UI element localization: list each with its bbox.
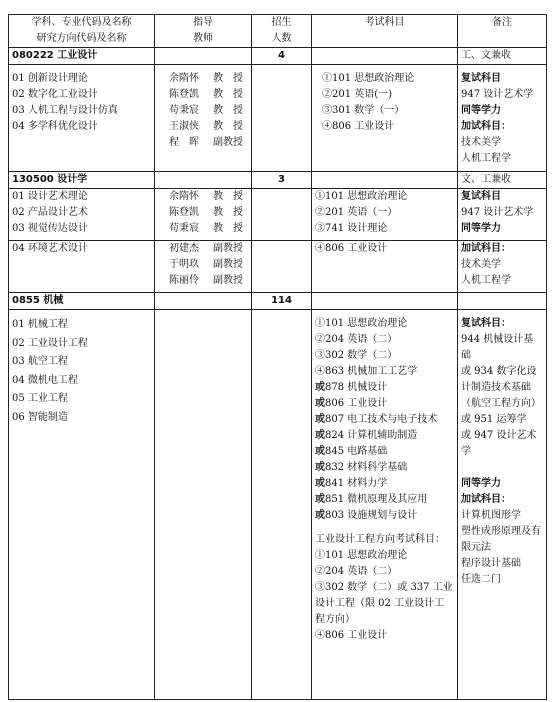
directions-cell: [9, 189, 155, 241]
detail-row: [9, 241, 547, 293]
remark-item: 技术美学: [461, 137, 501, 148]
remarks-cell: [458, 189, 547, 241]
header-discipline: [9, 15, 155, 48]
remark-item: 任选二门: [461, 574, 501, 585]
count-cell-empty: [252, 65, 312, 172]
header-advisor-line1: 指导: [193, 17, 213, 28]
remark-item: 同等学力: [461, 223, 501, 234]
teachers-cell-empty: [155, 310, 252, 700]
subject-advisor-empty: [155, 172, 252, 189]
teacher-entry: [169, 205, 248, 221]
exam-item: ③741 设计理论: [315, 223, 388, 234]
remarks-cell: [458, 65, 547, 172]
teacher-title: 教 授: [213, 89, 243, 100]
exam-item: [315, 428, 454, 444]
or-marker: 或: [315, 462, 325, 473]
exam-item: [315, 348, 454, 364]
or-marker: 或: [315, 382, 325, 393]
detail-row: [9, 65, 547, 172]
exam-item: ④806 工业设计: [322, 121, 395, 132]
teacher-title: 教 授: [213, 105, 243, 116]
header-discipline-line2: 研究方向代码及名称: [36, 33, 127, 44]
teacher-entry: [169, 241, 248, 257]
direction-item: 02 产品设计艺术: [12, 207, 88, 218]
direction-item: 04 微机电工程: [12, 374, 78, 386]
direction-item: 04 环境艺术设计: [12, 243, 88, 254]
teacher-title: 副教授: [213, 137, 243, 148]
exam-text: 803 设施规划与设计: [325, 510, 418, 521]
subject-row-mechanical: [9, 293, 547, 310]
remark-item: 或 951 运筹学: [461, 414, 527, 425]
teacher-title: 副教授: [213, 243, 243, 254]
remark-item: 塑性成形原理及有限元法: [461, 526, 541, 553]
teacher-entry: [169, 221, 248, 237]
teacher-name: 陈丽伶: [169, 275, 199, 286]
exam-text: ①101 思想政治理论: [315, 318, 408, 329]
exam-text: 807 电工技术与电子技术: [325, 414, 438, 425]
header-discipline-line1: 学科、专业代码及名称: [31, 17, 132, 28]
teacher-entry: [169, 273, 248, 289]
exam-item: ③301 数学（一）: [322, 105, 405, 116]
remarks-cell: [458, 310, 547, 700]
exams-cell: [312, 310, 458, 700]
exam-text: ②204 英语（二）: [315, 334, 398, 345]
subject-code: 130500 设计学: [9, 172, 155, 189]
count-cell-empty: [252, 189, 312, 241]
remark-item: 加试科目：: [461, 121, 511, 132]
remark-item: 加试科目：: [461, 243, 511, 254]
teacher-title: 教 授: [213, 121, 243, 132]
direction-item: 03 人机工程与设计仿真: [12, 105, 118, 116]
direction-item: 01 创新设计理论: [12, 73, 88, 84]
header-enrollment-line1: 招生: [271, 17, 292, 28]
exam-item: ④806 工业设计: [315, 243, 388, 254]
teacher-name: 于明玖: [169, 259, 199, 270]
exam-text: 832 材料科学基础: [325, 462, 408, 473]
teacher-entry: [169, 71, 248, 87]
direction-item: 02 数字化工业设计: [12, 89, 98, 100]
exam-item: [315, 476, 454, 492]
exams-cell: [312, 189, 458, 241]
remark-item: 计算机图形学: [461, 510, 521, 521]
direction-item: 02 工业设计工程: [12, 337, 88, 349]
exam-item: [315, 316, 454, 332]
exam-text: 806 工业设计: [325, 398, 388, 409]
teacher-entry: [169, 119, 248, 135]
exam-item: [315, 492, 454, 508]
directions-cell: [9, 310, 155, 700]
subject-row-design: [9, 172, 547, 189]
subject-exam-empty: [312, 48, 458, 65]
exam-item: ①101 思想政治理论: [322, 73, 415, 84]
exam-item: ④806 工业设计: [315, 630, 388, 641]
exam-text: 824 计算机辅助制造: [325, 430, 418, 441]
remark-item: 复试科目: [461, 73, 501, 84]
exams-cell: [312, 65, 458, 172]
teacher-title: 教 授: [213, 207, 243, 218]
teacher-entry: [169, 257, 248, 273]
direction-item: 06 智能制造: [12, 411, 68, 423]
remark-item: 复试科目：: [461, 318, 511, 329]
teacher-name: 苟秉宸: [169, 223, 199, 234]
spacer: [461, 460, 543, 476]
teacher-title: 教 授: [213, 191, 243, 202]
subject-advisor-empty: [155, 48, 252, 65]
direction-item: 04 多学科优化设计: [12, 121, 98, 132]
remark-item: 947 设计艺术学: [461, 207, 534, 218]
exam-text: ④863 机械加工工艺学: [315, 366, 418, 377]
exam-text: ③302 数学（二）: [315, 350, 398, 361]
count-cell-empty: [252, 310, 312, 700]
exam-item: [315, 508, 454, 524]
direction-item: 03 航空工程: [12, 356, 68, 367]
teacher-name: 王淑侠: [169, 121, 199, 132]
exam-text: 841 材料力学: [325, 478, 388, 489]
remark-item: 同等学力: [461, 478, 501, 489]
remarks-cell: [458, 241, 547, 293]
exam-item: ②201 英语(一): [322, 89, 393, 100]
or-marker: 或: [315, 510, 325, 521]
exam-text: 845 电路基础: [325, 446, 388, 457]
header-remarks: 备注: [458, 15, 547, 48]
exam-item: [315, 396, 454, 412]
teacher-title: 教 授: [213, 73, 243, 84]
teacher-name: 苟秉宸: [169, 105, 199, 116]
remark-item: 947 设计艺术学: [461, 89, 534, 100]
remark-item: 944 机械设计基础: [461, 334, 534, 361]
direction-item: 03 视觉传达设计: [12, 223, 88, 234]
remark-item: 复试科目: [461, 191, 501, 202]
remark-item: 技术美学: [461, 259, 501, 270]
teachers-cell: [155, 65, 252, 172]
teacher-title: 教 授: [213, 223, 243, 234]
remark-item: 或 947 设计艺术学: [461, 430, 537, 457]
subject-note: 工、文兼收: [458, 48, 547, 65]
directions-cell: [9, 65, 155, 172]
subject-exam-empty: [312, 172, 458, 189]
exam-item: [315, 332, 454, 348]
exam-item: [315, 460, 454, 476]
teacher-entry: [169, 189, 248, 205]
exam-item: ③302 数学（二）或 337 工业设计工程（限 02 工业设计工程方向）: [315, 582, 453, 625]
detail-row: [9, 310, 547, 700]
subject-exam-empty: [312, 293, 458, 310]
direction-item: 05 工业工程: [12, 393, 68, 404]
teacher-entry: [169, 135, 248, 151]
teacher-name: 程 晖: [169, 137, 199, 148]
exam-item: ②204 英语（二）: [315, 566, 398, 577]
teacher-name: 陈登凯: [169, 89, 199, 100]
header-exam-subjects: 考试科目: [312, 15, 458, 48]
remark-item: 加试科目：: [461, 494, 511, 505]
exam-item: [315, 444, 454, 460]
spacer: [315, 524, 454, 532]
header-enrollment-line2: 人数: [271, 33, 292, 44]
count-cell-empty: [252, 241, 312, 293]
header-enrollment: [252, 15, 312, 48]
teacher-entry: [169, 103, 248, 119]
teacher-name: 初建杰: [169, 243, 199, 254]
detail-row: [9, 189, 547, 241]
header-advisor-line2: 教师: [193, 33, 213, 44]
teacher-title: 副教授: [213, 275, 243, 286]
teachers-cell: [155, 189, 252, 241]
subject-note: [458, 293, 547, 310]
direction-item: 01 机械工程: [12, 319, 68, 330]
remark-item: 同等学力: [461, 105, 501, 116]
header-advisor: [155, 15, 252, 48]
exam-item: ②201 英语（一）: [315, 207, 398, 218]
subject-advisor-empty: [155, 293, 252, 310]
teacher-name: 陈登凯: [169, 207, 199, 218]
exams-cell: [312, 241, 458, 293]
or-marker: 或: [315, 414, 325, 425]
remark-item: 程序设计基础: [461, 558, 521, 569]
or-marker: 或: [315, 446, 325, 457]
subject-count: 3: [252, 172, 312, 189]
or-marker: 或: [315, 430, 325, 441]
teacher-entry: [169, 87, 248, 103]
subject-count: 114: [252, 293, 312, 310]
exam-item: ①101 思想政治理论: [315, 550, 408, 561]
teacher-name: 余隋怀: [169, 73, 199, 84]
teachers-cell: [155, 241, 252, 293]
directions-cell: [9, 241, 155, 293]
remark-item: 人机工程学: [461, 153, 511, 164]
subject-note: 文、工兼收: [458, 172, 547, 189]
exam-text: 878 机械设计: [325, 382, 388, 393]
exam-item: [315, 412, 454, 428]
subject-code: 0855 机械: [9, 293, 155, 310]
direction-item: 01 设计艺术理论: [12, 191, 88, 202]
teacher-name: 余隋怀: [169, 191, 199, 202]
teacher-title: 副教授: [213, 259, 243, 270]
remark-item: 人机工程学: [461, 275, 511, 286]
exam-subheading: 工业设计工程方向考试科目：: [315, 534, 445, 545]
subject-code: 080222 工业设计: [9, 48, 155, 65]
exam-item: [315, 364, 454, 380]
subject-count: 4: [252, 48, 312, 65]
exam-text: 851 微机原理及其应用: [325, 494, 428, 505]
or-marker: 或: [315, 494, 325, 505]
or-marker: 或: [315, 398, 325, 409]
exam-item: [315, 380, 454, 396]
admissions-table: [8, 14, 547, 700]
or-marker: 或: [315, 478, 325, 489]
remark-item: 或 934 数字化设计制造技术基础（航空工程方向）: [461, 366, 541, 409]
subject-row-industrial-design: [9, 48, 547, 65]
exam-item: ①101 思想政治理论: [315, 191, 408, 202]
table-header-row: [9, 15, 547, 48]
